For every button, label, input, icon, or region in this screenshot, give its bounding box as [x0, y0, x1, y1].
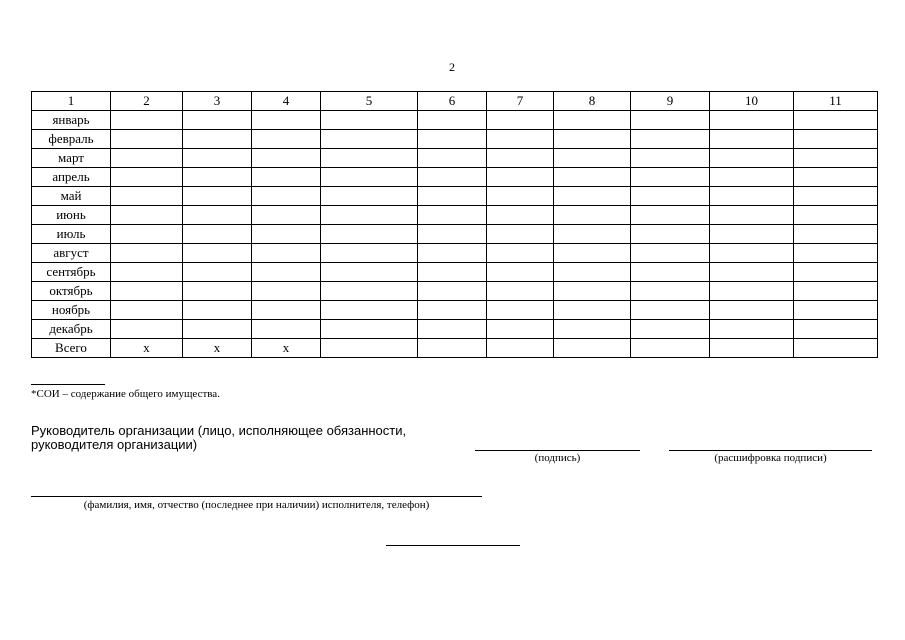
table-row	[32, 111, 878, 130]
total-cell	[710, 339, 794, 358]
total-cell	[487, 339, 554, 358]
column-header: 8	[554, 92, 631, 111]
column-header: 3	[183, 92, 252, 111]
table-row	[32, 225, 878, 244]
column-header: 2	[111, 92, 183, 111]
month-label: январь	[32, 111, 111, 130]
total-cell	[794, 339, 878, 358]
manager-label: Руководитель организации (лицо, исполняющее обязанности, руководителя организации)	[31, 423, 407, 452]
table-row	[32, 244, 878, 263]
total-cell	[631, 339, 710, 358]
column-header: 6	[418, 92, 487, 111]
table-row	[32, 206, 878, 225]
column-header: 1	[32, 92, 111, 111]
month-label: сентябрь	[32, 263, 111, 282]
column-header: 4	[252, 92, 321, 111]
table-row	[32, 168, 878, 187]
month-label: ноябрь	[32, 301, 111, 320]
month-label: июнь	[32, 206, 111, 225]
signature-caption: (подпись)	[534, 452, 581, 464]
total-mark: х	[183, 339, 252, 358]
total-cell	[418, 339, 487, 358]
column-header: 10	[710, 92, 794, 111]
bottom-line	[386, 545, 520, 546]
table-row	[32, 130, 878, 149]
month-label: май	[32, 187, 111, 206]
month-label: октябрь	[32, 282, 111, 301]
table-row	[32, 320, 878, 339]
table-row	[32, 282, 878, 301]
executor-caption: (фамилия, имя, отчество (последнее при наличии) исполнителя, телефон)	[83, 499, 430, 511]
column-header: 5	[321, 92, 418, 111]
total-mark: х	[111, 339, 183, 358]
total-cell	[554, 339, 631, 358]
total-row	[32, 339, 878, 358]
total-mark: х	[252, 339, 321, 358]
table-header-row	[32, 92, 878, 111]
column-header: 11	[794, 92, 878, 111]
month-label: август	[32, 244, 111, 263]
month-label: апрель	[32, 168, 111, 187]
monthly-table	[31, 91, 878, 358]
month-label: июль	[32, 225, 111, 244]
month-label: март	[32, 149, 111, 168]
table-row	[32, 187, 878, 206]
page-number: 2	[449, 60, 455, 74]
column-header: 9	[631, 92, 710, 111]
total-cell	[321, 339, 418, 358]
total-label: Всего	[32, 339, 111, 358]
footnote: *СОИ – содержание общего имущества.	[31, 388, 220, 400]
column-header: 7	[487, 92, 554, 111]
signature-line	[475, 450, 640, 451]
month-label: декабрь	[32, 320, 111, 339]
table-row	[32, 301, 878, 320]
decipher-line	[669, 450, 872, 451]
table-row	[32, 149, 878, 168]
decipher-caption: (расшифровка подписи)	[714, 452, 827, 464]
table-row	[32, 263, 878, 282]
month-label: февраль	[32, 130, 111, 149]
footnote-divider	[31, 384, 105, 385]
executor-line	[31, 496, 482, 497]
